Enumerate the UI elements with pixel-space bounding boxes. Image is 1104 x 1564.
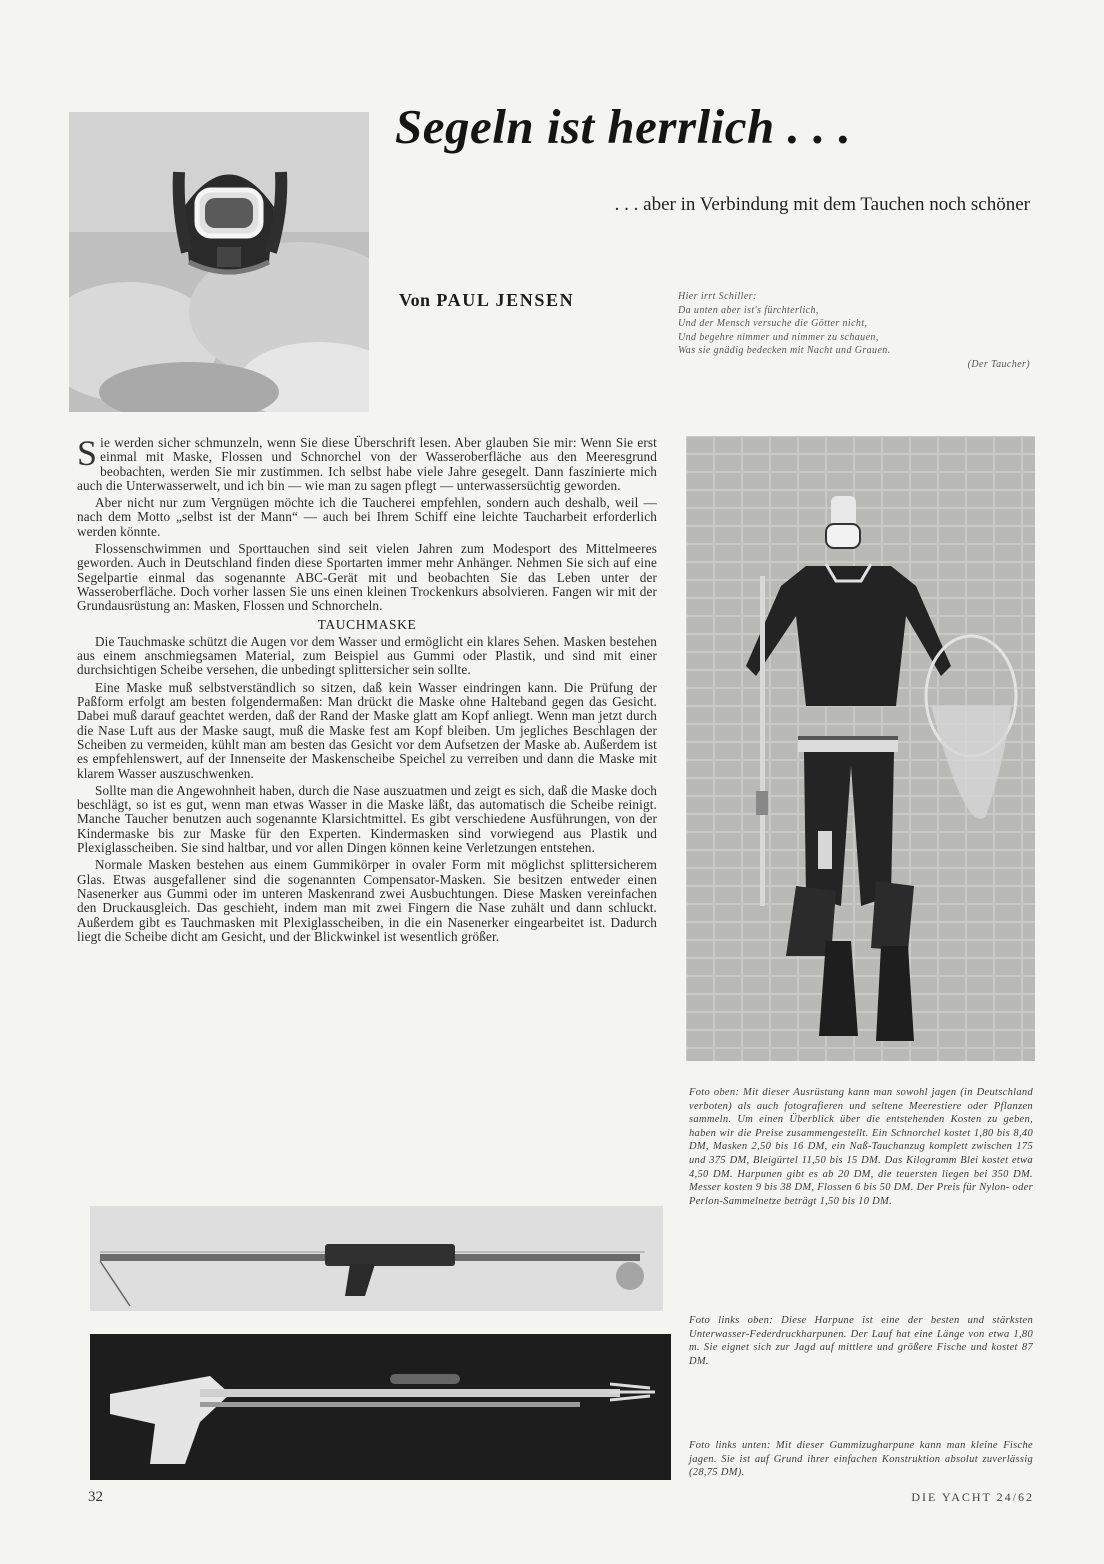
article-title: Segeln ist herrlich . . . [395,99,852,154]
byline [399,290,574,311]
drop-cap: S [77,433,98,473]
paragraph: Eine Maske muß selbstverständlich so sitzen, daß kein Wasser eindringen kann. Die Prüfung der Paßform erfolgt am besten folgendermaßen: Man drückt die Maske ohne Halteband gegen das Gesicht. Dabei muß darauf geachtet werden, daß der Rand der Maske glatt am Kopf anliegt. Wenn man jetzt durch die Nase Luft aus der Maske saugt, muß die Maske fest am Kopf bleiben. Um jegliches Beschlagen der Scheiben zu vermeiden, kühlt man am besten das Gesicht vor dem Aufsetzen der Maske ab. Außerdem ist es empfehlenswert, auf der Innenseite der Maskenscheibe Speichel zu verreiben und dann die Maske mit klarem Wasser auszuschwenken. [77,679,657,781]
page-number: 32 [88,1489,103,1505]
publication-footer: DIE YACHT 24/62 [911,1490,1034,1504]
paragraph: Sie werden sicher schmunzeln, wenn Sie diese Überschrift lesen. Aber glauben Sie mir: Wenn Sie erst einmal mit Maske, Flossen und Schnorchel von der Wasseroberfläche aus den Meeresgrund beobachten, werden Sie mir zustimmen. Ich selbst habe viele Jahre gesegelt. Dann faszinierte mich auch die Unterwasserwelt, und ich bin — wie man zu sagen pflegt — unterwassersüchtig geworden. [77,433,657,493]
article-body [77,433,657,947]
caption-harpoon-bottom: Foto links unten: Mit dieser Gummizugharpune kann man kleine Fische jagen. Sie ist auf Grund ihrer einfachen Konstruktion absolut zuverlässig (28,75 DM). [689,1440,1033,1479]
paragraph: Flossenschwimmen und Sporttauchen sind seit vielen Jahren zum Modesport des Mittelmeeres geworden. Auch in Deutschland finden diese Sportarten immer mehr Anhänger. Nehmen Sie sich auf eine Segelpartie einmal das sogenannte ABC-Gerät mit und beobachten Sie das Leben unter der Wasseroberfläche. Doch vorher lassen Sie uns einen kleinen Trockenkurs absolvieren. Fangen wir mit der Grundausrüstung an: Masken, Flossen und Schnorcheln. [77,541,657,614]
equipment-photo [686,436,1035,1061]
epigraph [678,290,1030,371]
epigraph-line: Und begehre nimmer und nimmer zu schauen, [678,331,879,343]
epigraph-line: Hier irrt Schiller: [678,291,757,302]
paragraph: Die Tauchmaske schützt die Augen vor dem Wasser und ermöglicht ein klares Sehen. Masken bestehen aus einem anschmiegsamen Material, zum Beispiel aus Gummi oder Plastik, und sind mit einer durchsichtigen Scheibe versehen, die unbedingt splittersicher sein sollte. [77,633,657,678]
paragraph: Aber nicht nur zum Vergnügen möchte ich die Taucherei empfehlen, sondern auch deshalb, weil — nach dem Motto „selbst ist der Mann“ — auch bei Ihrem Schiff eine leichte Taucharbeit erforderlich werden könnte. [77,495,657,539]
author-name: PAUL JENSEN [436,290,575,310]
byline-prefix: Von [399,290,431,310]
harpoon-photo-bottom [90,1334,671,1480]
harpoon-photo-top [90,1206,663,1311]
paragraph: Sollte man die Angewohnheit haben, durch die Nase auszuatmen und zeigt es sich, daß die Maske doch beschlägt, so ist es gut, wenn man etwas Wasser in die Maske läßt, das automatisch die Scheibe reinigt. Manche Taucher benutzen auch sogenannte Klarsichtmittel. Es gibt verschiedene Ausführungen, von der Kindermaske bis zur Maske für den Experten. Kindermasken sind vorwiegend aus Plastik und Plexiglasscheiben. Sie sind haltbar, und vor allen Dingen können keine Verletzungen entstehen. [77,782,657,856]
paragraph: Normale Masken bestehen aus einem Gummikörper in ovaler Form mit möglichst splittersicherem Glas. Etwas ausgefallener sind die sogenannten Compensator-Masken. Sie besitzen entweder einen Nasenerker aus Gummi oder im unteren Maskenrand zwei Ausbuchtungen. Diese Masken vereinfachen den Druckausgleich. Das geschieht, indem man mit zwei Fingern die Nase zuhält und dann schluckt. Außerdem gibt es Tauchmasken mit Plexiglasscheiben, in die ein Nasenerker eingearbeitet ist. Dadurch liegt die Scheibe dicht am Gesicht, und der Blickwinkel ist wesentlich größer. [77,857,657,944]
epigraph-line: Da unten aber ist's fürchterlich, [678,304,819,316]
section-heading: TAUCHMASKE [317,616,417,632]
caption-equipment: Foto oben: Mit dieser Ausrüstung kann man sowohl jagen (in Deutschland verboten) als auch fotografieren und seltene Meerestiere oder Pflanzen sammeln. Um einen Überblick über die entstehenden Kosten zu geben, haben wir die Preise zusammengestellt. Ein Schnorchel kostet 1,80 bis 8,40 DM, Masken 2,50 bis 16 DM, ein Naß-Tauchanzug komplett zwischen 175 und 375 DM, Bleigürtel 11,50 bis 15 DM. Das Kilogramm Blei kostet etwa 4,50 DM. Harpunen gibt es ab 20 DM, die teuersten liegen bei 350 DM. Messer kosten 9 bis 38 DM, Flossen 6 bis 50 DM. Der Preis für Nylon- oder Perlon-Sammelnetze beträgt 1,50 bis 10 DM. [689,1087,1033,1207]
epigraph-source: (Der Taucher) [967,358,1030,370]
epigraph-line: Was sie gnädig bedecken mit Nacht und Grauen. [678,345,891,356]
caption-harpoon-top: Foto links oben: Diese Harpune ist eine der besten und stärksten Unterwasser-Federdruckharpunen. Der Lauf hat eine Länge von etwa 1,80 m. Sie eignet sich zur Jagd auf mittlere und größere Fische und kostet 87 DM. [689,1315,1033,1367]
article-subtitle: . . . aber in Verbindung mit dem Tauchen noch schöner [614,194,1030,215]
epigraph-line: Und der Mensch versuche die Götter nicht, [678,318,868,329]
diver-photo [69,112,369,412]
